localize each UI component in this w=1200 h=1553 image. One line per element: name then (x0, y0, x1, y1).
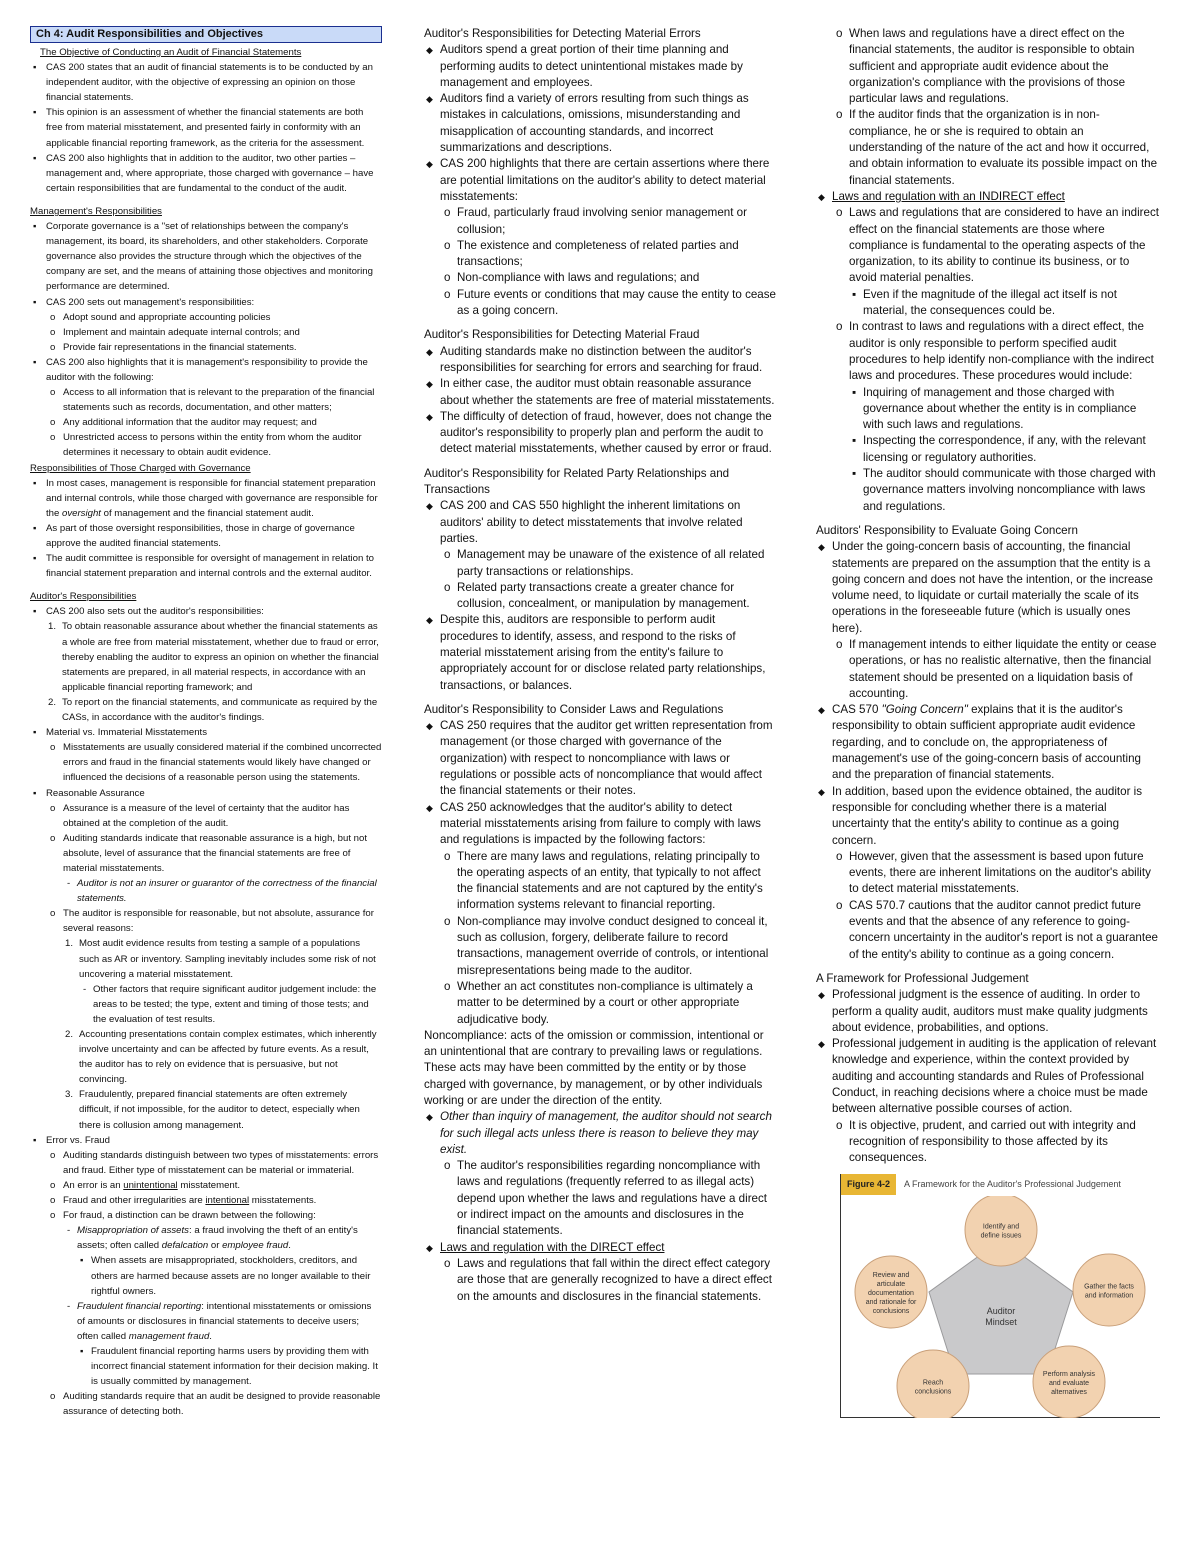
square-item: ▪ Inquiring of management and those charged with governance about whether the entity is in compliance with such laws and regulations. (849, 385, 1160, 434)
item-number: 1. (65, 938, 74, 950)
list-item-text: Under the going-concern basis of accounting, the financial statements are prepared on the assumption that the entity is a going concern and does not have the intention, or the increase volume need, to liquidate or curtail materially the scale of its operations in the foreseeable future (which is usually ones here). (832, 540, 1153, 635)
list-item (30, 1133, 382, 1420)
sub-item: o Whether an act constitutes non-compliance is ultimately a matter to be determined by a court or other appropriate adjudicative body. (440, 979, 776, 1028)
sub-item: o Laws and regulations that fall within the direct effect category are those that are generally recognized to have a direct effect on the amounts and disclosures in the financial statements. (440, 1256, 776, 1305)
dash-item (63, 1299, 382, 1390)
bullet-list (30, 604, 382, 1419)
sub-item: o CAS 570.7 cautions that the auditor cannot predict future events and that the absence of any reference to going-concern uncertainty in the auditor's report is not a guarantee of the entity's ability to continue as a going concern. (832, 898, 1160, 963)
column-3 (816, 26, 1160, 1536)
bullet-list (816, 987, 1160, 1166)
list-item (424, 1109, 776, 1239)
framework-node (1073, 1254, 1145, 1326)
sub-item: o Access to all information that is relevant to the preparation of the financial statements such as records, documentation, and other matters; (46, 385, 382, 415)
noncompliance-paragraph: Noncompliance: acts of the omission or commission, intentional or an unintentional that are contrary to prevailing laws or regulations. These acts may have been committed by the entity or by those charged with governance, by management, or by other individuals working or are under the direction of the entity. (424, 1028, 764, 1107)
list-item: ▪ CAS 200 also highlights that in addition to the auditor, two other parties – management and, where appropriate, those charged with governance – have certain responsibilities that are fundamental to the conduct of the audit. (30, 151, 382, 196)
bullet-list (816, 189, 1160, 515)
bullet-list (424, 344, 776, 458)
bullet-list (816, 539, 1160, 963)
sub-item: o If management intends to either liquidate the entity or cease operations, or has no realistic alternative, then the financial statement should be presented on a liquidation basis of accounting. (832, 637, 1160, 702)
sub-list (832, 1118, 1160, 1167)
list-item: ◆ The difficulty of detection of fraud, however, does not change the auditor's responsibility to properly plan and perform the audit to detect material misstatements, whether caused by error or fraud. (424, 409, 776, 458)
list-item (816, 1036, 1160, 1166)
sub-list (440, 1256, 776, 1305)
sub-item: o Misstatements are usually considered material if the combined uncorrected errors and fraud in the financial statements would likely have changed or influenced the decisions of a reasonable person using the statements. (46, 740, 382, 785)
figure-header (841, 1174, 1160, 1194)
section-heading: Auditors' Responsibility to Evaluate Going Concern (816, 523, 1078, 537)
emphasis: defalcation (161, 1240, 209, 1252)
dash-item (63, 876, 382, 906)
dash-list (79, 982, 382, 1027)
list-item (816, 539, 1160, 702)
figure-tag: Figure 4-2 (841, 1174, 896, 1194)
framework-node (897, 1350, 969, 1418)
section-heading: Auditor's Responsibilities for Detecting Material Fraud (424, 328, 700, 342)
bullet-list (30, 219, 382, 461)
bullet-list (424, 498, 776, 694)
item-text: Accounting presentations contain complex estimates, which inherently involve uncertainty and can be affected by future events. As a result, the auditor has to rely on evidence that is persuasive, but not convincing. (79, 1029, 377, 1086)
list-item: ▪ Corporate governance is a "set of relationships between the company's management, its board, its shareholders, and other stakeholders. Corporate governance also provides the structure through which the objectives of the company are set, and the means of attaining those objectives and monitoring performance are determined. (30, 219, 382, 294)
numbered-item (63, 1087, 382, 1132)
emphasis: "Going Concern" (881, 703, 968, 717)
list-item (816, 784, 1160, 963)
sub-item: o Provide fair representations in the financial statements. (46, 340, 382, 355)
sub-item (46, 1208, 382, 1389)
list-item (424, 156, 776, 319)
section-heading: Auditor's Responsibility to Consider Laws and Regulations (424, 702, 724, 716)
list-item: ◆ Auditors spend a great portion of their time planning and performing audits to detect unintentional mistakes made by management and employees. (424, 42, 776, 91)
sub-item-text: Laws and regulations that are considered to have an indirect effect on the financial statements are those where compliance is fundamental to the operating aspects of the organization, to its ability to continue its business, or to avoid material penalties. (849, 206, 1160, 285)
list-item (30, 295, 382, 355)
svg-text:Perform analysisand evaluateal: Perform analysis and evaluate alternatives (1042, 1371, 1096, 1397)
underlined-text: unintentional (123, 1179, 178, 1191)
list-item-text: In addition, based upon the evidence obtained, the auditor is responsible for concluding whether there is a material uncertainty that the entity's ability to continue as a going concern. (832, 784, 1143, 847)
numbered-item (46, 619, 382, 694)
list-item-text: CAS 200 also highlights that it is management's responsibility to provide the auditor with the following: (46, 356, 368, 383)
column-2 (424, 26, 776, 1526)
sub-item: o It is objective, prudent, and carried out with integrity and recognition of responsibility to those affected by its consequences. (832, 1118, 1160, 1167)
sub-item: o Non-compliance may involve conduct designed to conceal it, such as collusion, forgery, deliberate failure to record transactions, management override of controls, or intentional misrepresentations being made to the auditor. (440, 914, 776, 979)
list-item: ◆ Professional judgment is the essence of auditing. In order to perform a quality audit, auditors must make quality judgments about evidence, probabilities, and options. (816, 987, 1160, 1036)
sub-item: o Non-compliance with laws and regulations; and (440, 270, 776, 286)
section-heading: Management's Responsibilities (30, 205, 162, 217)
item-text: To obtain reasonable assurance about whether the financial statements as a whole are free from material misstatement, whether due to fraud or error, thereby enabling the auditor to express an opinion on whether the financial statements are prepared, in all material respects, in accordance with an applicable financial reporting framework; and (62, 621, 379, 693)
emphasis: management fraud (128, 1330, 210, 1342)
sub-item: o Future events or conditions that may cause the entity to cease as a going concern. (440, 287, 776, 320)
sub-item: o There are many laws and regulations, relating principally to the operating aspects of an entity, that typically to not affect the financial statements and are not captured by the entity's information systems relevant to financial reporting. (440, 849, 776, 914)
list-item-text: CAS 200 also sets out the auditor's responsibilities: (46, 606, 264, 618)
sub-item: o Assurance is a measure of the level of certainty that the auditor has obtained at the completion of the audit. (46, 801, 382, 831)
sub-item: o Any additional information that the auditor may request; and (46, 415, 382, 430)
list-item (424, 498, 776, 612)
list-item-text: CAS 200 sets out management's responsibilities: (46, 296, 255, 308)
underlined-text: intentional (205, 1195, 250, 1207)
list-item: ▪ CAS 200 states that an audit of financial statements is to be conducted by an independent auditor, with the objective of expressing an opinion on those financial statements. (30, 60, 382, 105)
text-run: . (288, 1240, 291, 1252)
list-item-text: CAS 200 highlights that there are certain assertions where there are potential limitations on the auditor's ability to detect material misstatements: (440, 157, 770, 203)
list-item (30, 476, 382, 521)
dash-item: - Other factors that require significant auditor judgement include: the areas to be tested; the type, extent and timing of those tests; and the evaluation of test results. (79, 982, 382, 1027)
sub-item (46, 906, 382, 1132)
dash-item (63, 1223, 382, 1298)
sub-list (46, 801, 382, 1133)
section-heading: Auditor's Responsibilities for Detecting Material Errors (424, 27, 701, 40)
list-item-text: Professional judgement in auditing is the application of relevant knowledge and experience, within the context provided by auditing and accounting standards and Rules of Professional Conduct, in reaching decisions where a choice must be made between alternative possible courses of action. (832, 1037, 1157, 1116)
framework-diagram (841, 1196, 1160, 1418)
list-item (816, 702, 1160, 783)
sub-list (46, 310, 382, 355)
figure-title: A Framework for the Auditor's Professional Judgement (904, 1179, 1121, 1190)
list-item: ▪ The audit committee is responsible for oversight of management in relation to financial statement preparation and internal controls and the external auditor. (30, 551, 382, 581)
sub-list (832, 26, 1160, 189)
numbered-item (46, 695, 382, 725)
text-run: Fraud and other irregularities are (63, 1195, 206, 1207)
underlined-text: Laws and regulation with the DIRECT effect (440, 1240, 665, 1254)
sub-item (46, 1193, 382, 1208)
sub-item (46, 1178, 382, 1193)
item-text: Most audit evidence results from testing a sample of a populations such as AR or inventory. Sampling inevitably includes some risk of not uncovering a material misstatement. (79, 938, 376, 980)
bullet-list (30, 60, 382, 196)
sub-list (46, 740, 382, 785)
text-run: . (209, 1330, 212, 1342)
list-item (30, 604, 382, 725)
chapter-title: Ch 4: Audit Responsibilities and Objectives (30, 26, 382, 43)
list-item: ◆ In either case, the auditor must obtain reasonable assurance about whether the statements are free of material misstatements. (424, 376, 776, 409)
numbered-item (63, 1027, 382, 1087)
section-heading: A Framework for Professional Judgement (816, 971, 1029, 985)
text-run: In most cases, management is responsible for financial statement preparation and internal controls, while those charged with governance are responsible for the (46, 477, 378, 519)
list-item: ◆ Despite this, auditors are responsible to perform audit procedures to identify, assess, and respond to the risks of material misstatement arising from the entity's failure to appropriately account for or disclose related party relationships, transactions, or balances. (424, 612, 776, 693)
list-item-text: Material vs. Immaterial Misstatements (46, 727, 207, 739)
text-run: An error is an (63, 1179, 124, 1191)
sub-list (832, 205, 1160, 515)
bullet-list (424, 1109, 776, 1305)
section-heading: The Objective of Conducting an Audit of Financial Statements (40, 47, 302, 58)
underlined-text: Laws and regulation with an INDIRECT effect (832, 189, 1065, 203)
list-item: ▪ As part of those oversight responsibilities, those in charge of governance approve the audited financial statements. (30, 521, 382, 551)
list-item-text: Error vs. Fraud (46, 1134, 110, 1146)
sub-item-text: In contrast to laws and regulations with a direct effect, the auditor is only responsible to perform specified audit procedures to help identify non-compliance with the indirect laws and procedures. These procedures would include: (849, 320, 1154, 383)
item-number: 2. (48, 696, 57, 708)
framework-node (855, 1256, 927, 1328)
list-item: ▪ This opinion is an assessment of whether the financial statements are both free from material misstatement, and presented fairly in conformity with an applicable financial reporting framework, as the criteria for the assessment. (30, 105, 382, 150)
list-item (30, 786, 382, 1133)
square-item: ▪ Inspecting the correspondence, if any, with the relevant licensing or regulatory authorities. (849, 433, 1160, 466)
square-list (849, 287, 1160, 320)
text-run: explains that it is the auditor's responsibility to obtain sufficient appropriate audit evidence regarding, and to conclude on, the appropriateness of management's use of the going-concern basis of accounting and the preparation of financial statements. (832, 703, 1141, 782)
square-item: ▪ When assets are misappropriated, stockholders, creditors, and others are harmed because assets are no longer available to their rightful owners. (77, 1253, 382, 1298)
list-item-text: CAS 200 and CAS 550 highlight the inherent limitations on auditors' ability to detect misstatements that involve related parties. (440, 499, 743, 545)
numbered-item (63, 936, 382, 1027)
text-run: : a fraud involving the theft of an entity's assets; often called (77, 1225, 358, 1252)
square-list (77, 1344, 382, 1389)
column-1 (30, 26, 382, 1526)
bullet-list (424, 718, 776, 1028)
list-item (424, 1240, 776, 1305)
item-number: 3. (65, 1089, 74, 1101)
text-run: of management and the financial statement audit. (100, 507, 314, 519)
sub-list (440, 547, 776, 612)
dash-list (63, 876, 382, 906)
list-item: ◆ Auditing standards make no distinction between the auditor's responsibilities for searching for errors and searching for fraud. (424, 344, 776, 377)
list-item-text: Reasonable Assurance (46, 787, 145, 799)
text-run: : intentional misstatements or omissions of amounts or disclosures in financial statements to deceive users; often called (77, 1300, 372, 1342)
sub-item: o Fraud, particularly fraud involving senior management or collusion; (440, 205, 776, 238)
text-run: misstatement. (177, 1179, 241, 1191)
sub-list (832, 849, 1160, 963)
sub-item: o Auditing standards distinguish between two types of misstatements: errors and fraud. Either type of misstatement can be material or immaterial. (46, 1148, 382, 1178)
bullet-list (30, 476, 382, 582)
list-item-text: CAS 250 acknowledges that the auditor's ability to detect material misstatements arising from failure to comply with laws and regulations is impacted by the following factors: (440, 800, 761, 847)
square-list (77, 1253, 382, 1298)
square-list (849, 385, 1160, 515)
item-number: 2. (65, 1029, 74, 1040)
sub-item-text: For fraud, a distinction can be drawn between the following: (63, 1210, 316, 1222)
sub-item: o Adopt sound and appropriate accounting policies (46, 310, 382, 325)
sub-item: o Unrestricted access to persons within the entity from whom the auditor determines it necessary to obtain audit evidence. (46, 430, 382, 460)
text-run: or (208, 1240, 223, 1252)
sub-list (440, 849, 776, 1028)
sub-item: o Management may be unaware of the existence of all related party transactions or relationships. (440, 547, 776, 580)
sub-list (46, 385, 382, 460)
list-item (816, 189, 1160, 515)
framework-node (965, 1196, 1037, 1266)
sub-item: o However, given that the assessment is based upon future events, there are inherent limitations on the auditor's ability to detect material misstatements. (832, 849, 1160, 898)
list-item: ◆ CAS 250 requires that the auditor get written representation from management (or those charged with governance of the organization) with respect to noncompliance with laws or regulations or possible acts of noncompliance that would affect the financial statements or their notes. (424, 718, 776, 799)
framework-figure (840, 1174, 1160, 1418)
bullet-list (424, 42, 776, 319)
list-item (30, 725, 382, 785)
sub-list (440, 205, 776, 319)
list-item: ◆ Auditors find a variety of errors resulting from such things as mistakes in calculations, omissions, misunderstanding and misapplication of accounting standards, and incorrect summarizations and descriptions. (424, 91, 776, 156)
sub-item: o The existence and completeness of related parties and transactions; (440, 238, 776, 271)
sub-item: o When laws and regulations have a direct effect on the financial statements, the auditor is responsible to obtain sufficient and appropriate audit evidence about the organization's compliance with the provisions of those particular laws and regulations. (832, 26, 1160, 107)
item-text: Fraudulently, prepared financial statements are often extremely difficult, if not impossible, for the auditor to detect, especially when there is collusion among management. (79, 1089, 360, 1131)
svg-text:Review andarticulatedocumentat: Review and articulate documentation and rationale for conclusions (865, 1272, 917, 1316)
list-item (30, 355, 382, 461)
sub-item: o Auditing standards require that an audit be designed to provide reasonable assurance of detecting both. (46, 1389, 382, 1419)
square-item: ▪ Even if the magnitude of the illegal act itself is not material, the consequences could be. (849, 287, 1160, 320)
item-text: To report on the financial statements, and communicate as required by the CASs, in accordance with the auditor's findings. (62, 696, 378, 724)
square-item: ▪ Fraudulent financial reporting harms users by providing them with incorrect financial statement information for their decision making. It is usually committed by management. (77, 1344, 382, 1389)
svg-text:Identify anddefine issues: Identify and define issues (980, 1223, 1022, 1240)
emphasis: Auditor is not an insurer or guarantor of the correctness of the financial statements. (77, 878, 377, 905)
sub-list (46, 1148, 382, 1420)
section-heading: Auditor's Responsibility for Related Party Relationships and Transactions (424, 466, 730, 497)
numbered-list (63, 936, 382, 1132)
dash-list (63, 1223, 382, 1389)
text-run: CAS 570 (832, 703, 882, 717)
sub-item (832, 205, 1160, 319)
numbered-list (46, 619, 382, 725)
svg-text:Gather the factsand informatio: Gather the facts and information (1084, 1283, 1134, 1300)
item-number: 1. (48, 621, 57, 633)
square-item: ▪ The auditor should communicate with those charged with governance matters involving noncompliance with laws and regulations. (849, 466, 1160, 515)
framework-node (1033, 1346, 1105, 1418)
hub-label: Auditor Mindset (985, 1306, 1017, 1328)
sub-item: o If the auditor finds that the organization is in non-compliance, he or she is required to obtain an understanding of the nature of the act and how it occurred, and obtain information to evaluate its possible impact on the financial statements. (832, 107, 1160, 188)
sub-item (832, 319, 1160, 515)
svg-text:Reachconclusions: Reach conclusions (914, 1379, 952, 1396)
sub-item-text: The auditor is responsible for reasonable, but not absolute, assurance for several reasons: (63, 908, 374, 935)
sub-list (440, 1158, 776, 1239)
sub-list (832, 637, 1160, 702)
sub-item (46, 831, 382, 906)
text-run: misstatements. (249, 1195, 317, 1207)
sub-item-text: Auditing standards indicate that reasonable assurance is a high, but not absolute, level of assurance that the financial statements are free of material misstatements. (63, 832, 368, 874)
emphasis: Other than inquiry of management, the auditor should not search for such illegal acts unless there is reason to believe they may exist. (440, 1110, 772, 1156)
emphasis: Fraudulent financial reporting (77, 1300, 202, 1312)
emphasis: employee fraud (222, 1240, 289, 1252)
emphasis: oversight (62, 507, 101, 519)
section-heading: Responsibilities of Those Charged with Governance (30, 462, 251, 474)
sub-item: o Related party transactions create a greater chance for collusion, concealment, or manipulation by management. (440, 580, 776, 613)
sub-item: o Implement and maintain adequate internal controls; and (46, 325, 382, 340)
section-heading: Auditor's Responsibilities (30, 591, 137, 603)
sub-item: o The auditor's responsibilities regarding noncompliance with laws and regulations (frequently referred to as illegal acts) depend upon whether the laws and regulations have a direct or indirect impact on the amounts and disclosures in the financial statements. (440, 1158, 776, 1239)
emphasis: Misappropriation of assets (77, 1225, 189, 1237)
list-item (424, 800, 776, 1028)
